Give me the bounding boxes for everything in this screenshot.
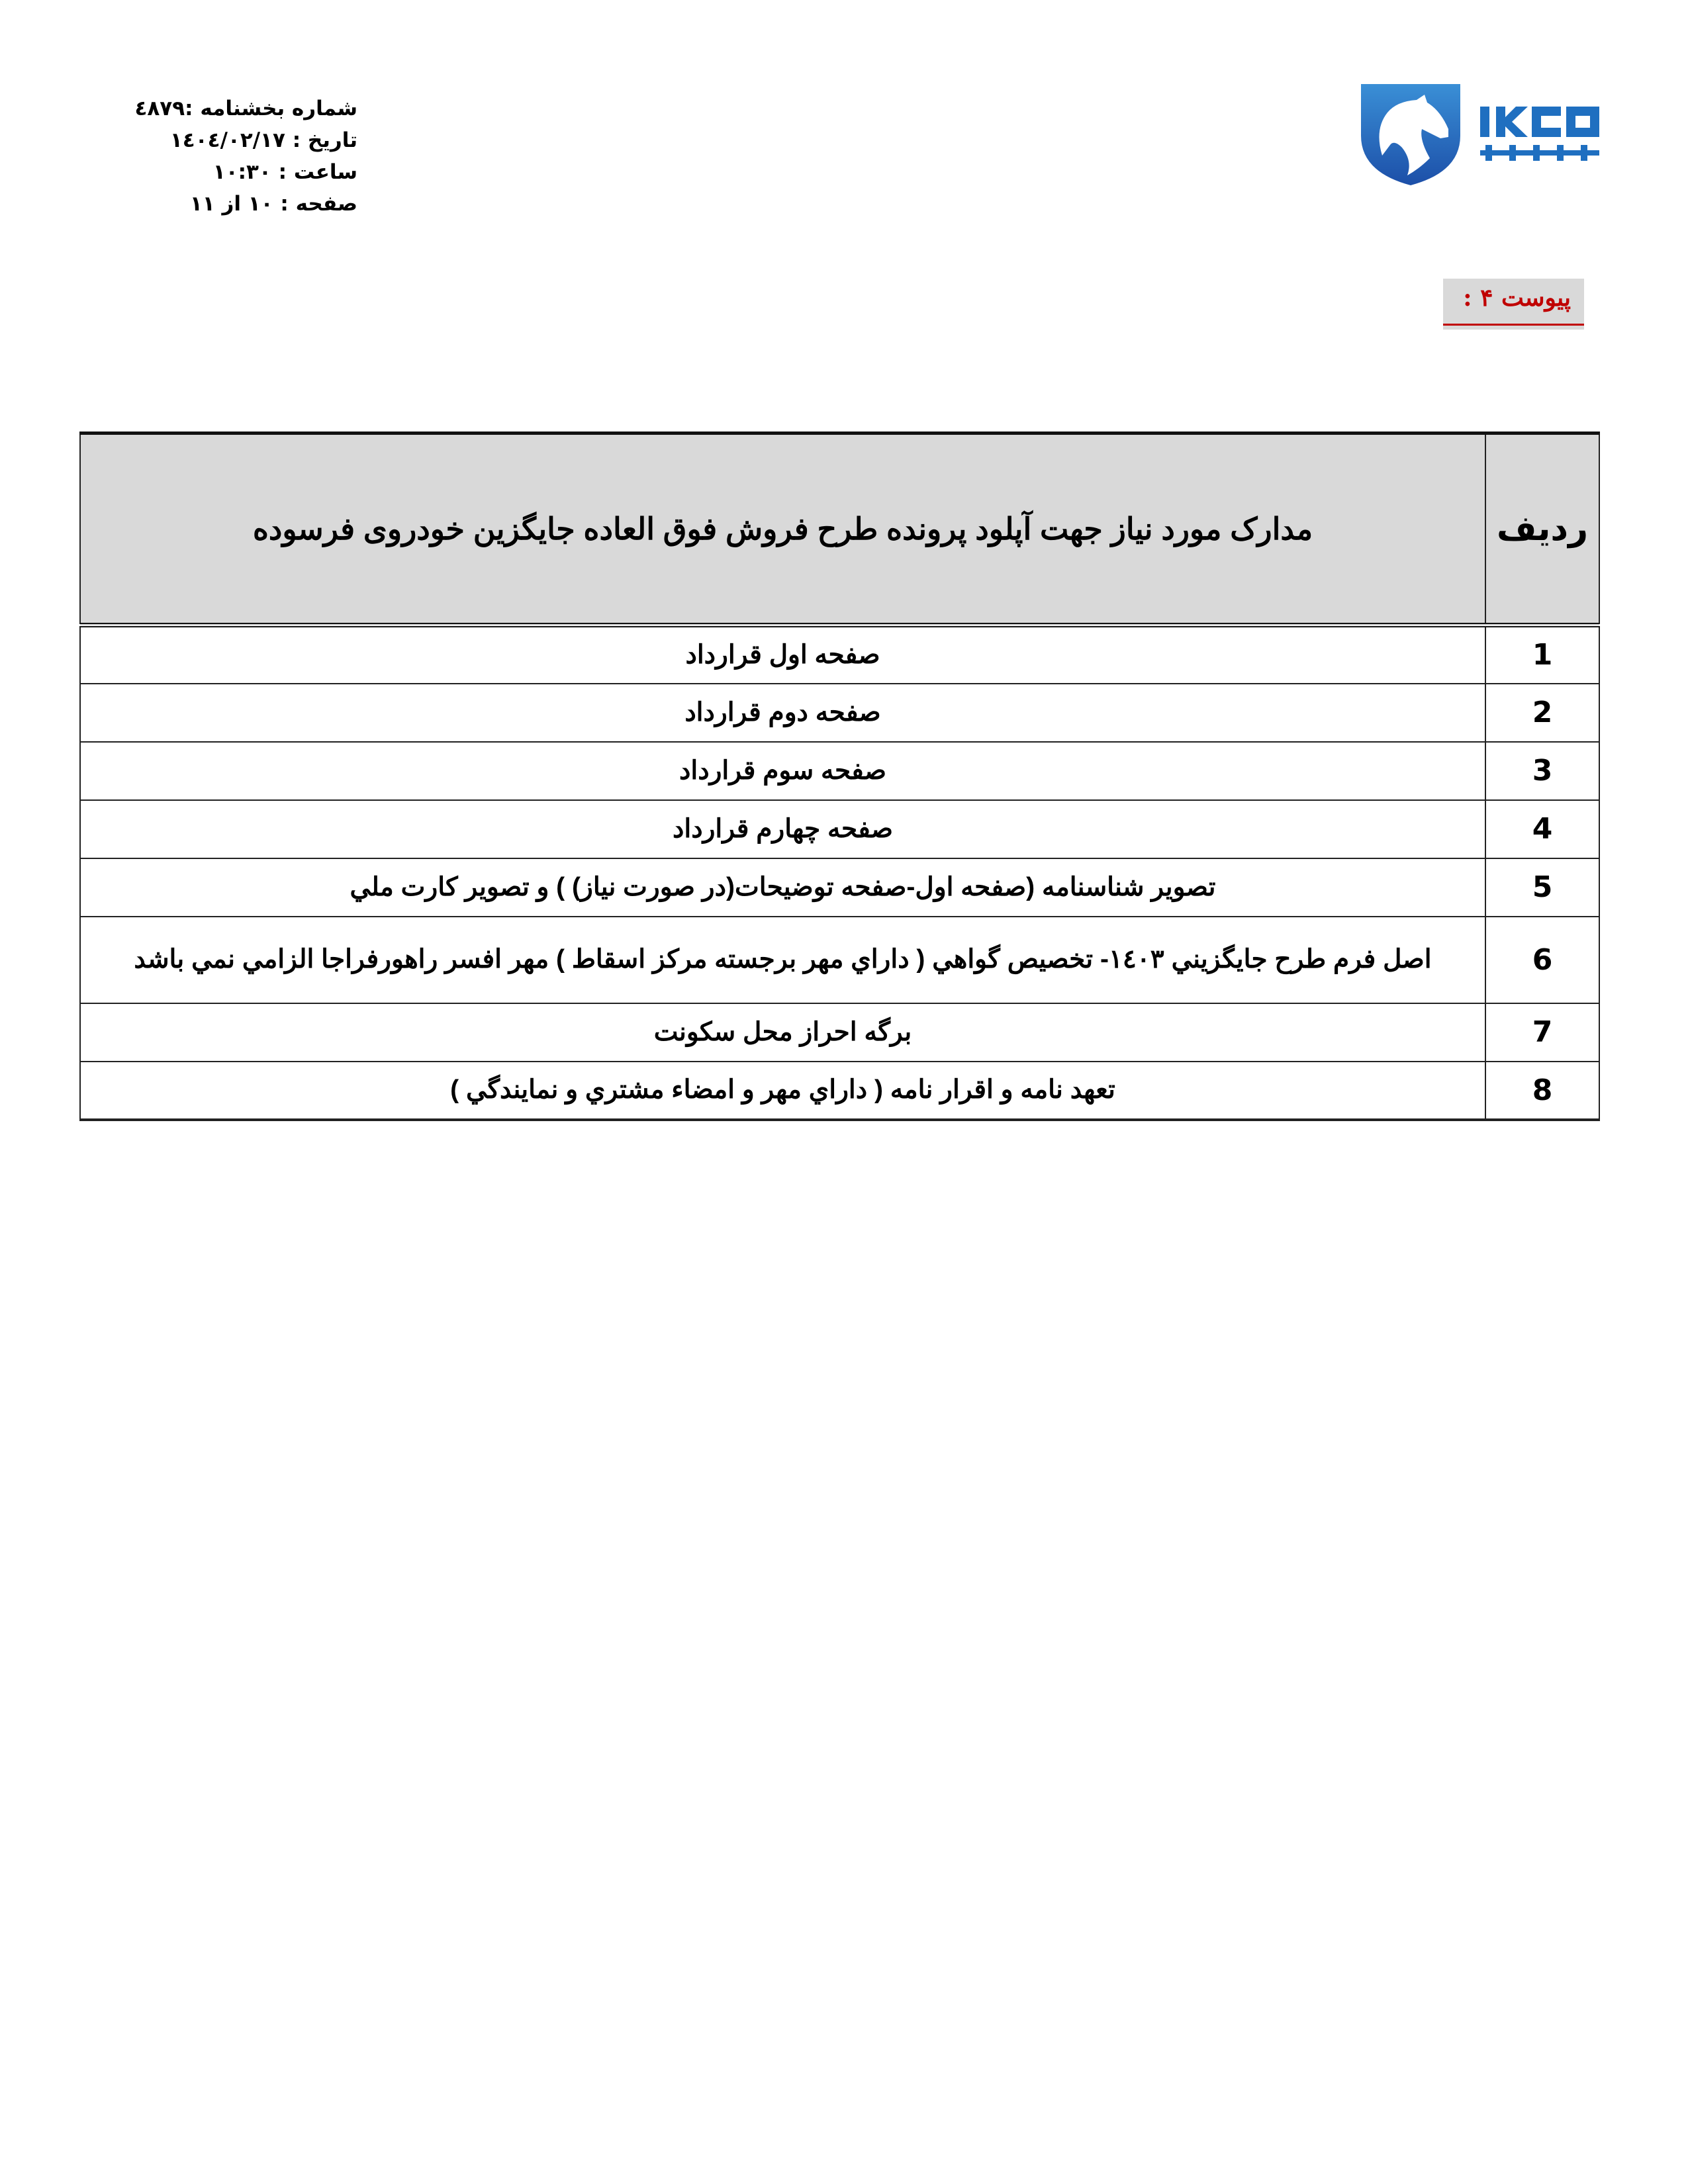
row-description: اصل فرم طرح جایگزیني ١٤٠٣- تخصیص گواهي ( داراي مهر برجسته مرکز اسقاط ) مهر افسر راهورفراجا الزامي نمي باشد bbox=[80, 917, 1485, 1003]
circular-time: ساعت : ١٠:٣٠ bbox=[212, 160, 357, 184]
table-row bbox=[80, 858, 1599, 917]
ikco-logo bbox=[1356, 76, 1620, 189]
row-number: 4 bbox=[1485, 800, 1599, 858]
row-number: 8 bbox=[1485, 1062, 1599, 1120]
annex-label-box bbox=[1443, 279, 1584, 330]
circular-info bbox=[126, 93, 357, 220]
annex-label: پیوست ۴ : bbox=[1463, 284, 1571, 312]
circular-number: شماره بخشنامه :٤٨٧٩ bbox=[134, 97, 357, 120]
table-row bbox=[80, 1003, 1599, 1062]
row-description: صفحه اول قرارداد bbox=[80, 625, 1485, 684]
row-number: 6 bbox=[1485, 917, 1599, 1003]
row-description: تعهد نامه و اقرار نامه ( داراي مهر و امضاء مشتري و نمایندگي ) bbox=[80, 1062, 1485, 1120]
table-row bbox=[80, 800, 1599, 858]
row-number: 2 bbox=[1485, 684, 1599, 742]
row-description: تصویر شناسنامه (صفحه اول-صفحه توضیحات(در صورت نیاز) ) و تصویر کارت ملي bbox=[80, 858, 1485, 917]
table-row bbox=[80, 917, 1599, 1003]
row-number: 7 bbox=[1485, 1003, 1599, 1062]
header-documents: مدارک مورد نیاز جهت آپلود پرونده طرح فروش فوق العاده جایگزین خودروی فرسوده bbox=[80, 433, 1485, 625]
page-indicator: صفحه : ١٠ از ١١ bbox=[189, 192, 357, 216]
table-row bbox=[80, 742, 1599, 800]
table-row bbox=[80, 1062, 1599, 1120]
row-description: صفحه چهارم قرارداد bbox=[80, 800, 1485, 858]
header-row-number: ردیف bbox=[1485, 433, 1599, 625]
row-description: برگه احراز محل سکونت bbox=[80, 1003, 1485, 1062]
row-number: 5 bbox=[1485, 858, 1599, 917]
required-documents-table bbox=[79, 432, 1600, 1121]
row-number: 1 bbox=[1485, 625, 1599, 684]
row-description: صفحه دوم قرارداد bbox=[80, 684, 1485, 742]
horse-shield-icon bbox=[1356, 76, 1620, 189]
annex-underline bbox=[1443, 324, 1584, 326]
table-row bbox=[80, 684, 1599, 742]
row-description: صفحه سوم قرارداد bbox=[80, 742, 1485, 800]
table-row bbox=[80, 625, 1599, 684]
table-header-row bbox=[80, 433, 1599, 625]
row-number: 3 bbox=[1485, 742, 1599, 800]
circular-date: تاریخ : ١٤٠٤/٠٢/١٧ bbox=[169, 128, 357, 152]
